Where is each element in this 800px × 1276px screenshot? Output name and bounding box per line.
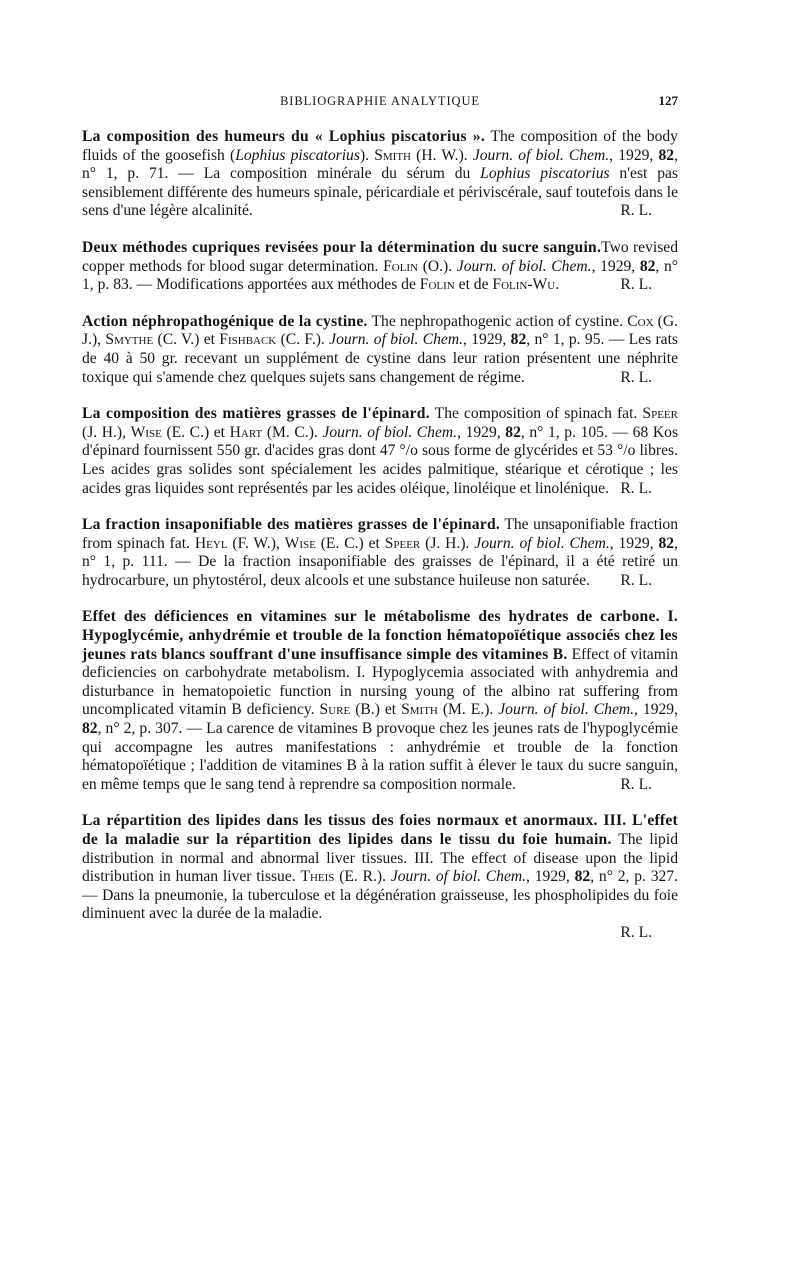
- abstract-entry: [82, 812, 678, 942]
- entry-text: (J. H.),: [82, 423, 131, 441]
- author-name: Heyl: [194, 534, 228, 552]
- author-name: Wise: [284, 534, 316, 552]
- entry-text: , n° 1, p. 83. — Modifications apportées aux méthodes de: [82, 257, 678, 294]
- entry-text: (C. F.).: [276, 331, 330, 349]
- abstract-entry: [82, 313, 678, 387]
- entry-text: (E. C.) et: [161, 423, 230, 441]
- entry-text: , n° 2, p. 307. — La carence de vitamines B provoque chez les jeunes rats de l'hypoglycémie qui accompagne les autres manifestations : anhydrémie et trouble de la fonction hématopoïétique ; l'addition de vitamines B à la ration suffit à élever le taux du sucre sanguin, en même temps que le sang tend à reprendre sa composition normale.: [82, 720, 678, 793]
- volume-number: 82: [505, 423, 521, 441]
- entry-text: (J. H.).: [420, 534, 475, 552]
- entry-text: (B.) et: [350, 701, 402, 719]
- reviewer-initials: R. L.: [620, 276, 652, 294]
- reviewer-initials: R. L.: [620, 571, 652, 589]
- species-name: Lophius piscatorius: [480, 165, 610, 183]
- journal-name: Journ. of biol. Chem.: [390, 868, 527, 886]
- journal-name: Journ. of biol. Chem.: [498, 701, 635, 719]
- entry-text: , n° 1, p. 71. — La composition minérale du sérum du: [82, 146, 678, 183]
- entry-title: Action néphropathogénique de la cystine.: [82, 312, 368, 330]
- volume-number: 82: [574, 868, 591, 886]
- journal-name: Journ. of biol. Chem.: [322, 423, 458, 441]
- entry-text: , n° 1, p. 105. — 68 Kos d'épinard fournissent 550 gr. d'acides gras dont 47 °/o sous forme de glycérides et 53 °/o libres. Les acides gras solides sont spécialement les acides palmitique, stéarique et cérotique ; les acides gras liquides sont représentés par les acides oléique, linoléique et linolénique.: [82, 423, 679, 497]
- entry-text: , 1929,: [609, 534, 659, 552]
- entry-text: (C. V.) et: [153, 331, 220, 349]
- entry-text: (H. W.).: [410, 146, 473, 164]
- journal-name: Journ. of biol. Chem.: [472, 146, 610, 164]
- running-title: BIBLIOGRAPHIE ANALYTIQUE: [280, 94, 480, 108]
- entry-text: (G. J.),: [82, 312, 678, 349]
- author-name: Speer: [384, 534, 421, 552]
- entry-text: , 1929,: [463, 331, 511, 349]
- author-name: Fishback: [219, 331, 277, 349]
- volume-number: 82: [658, 534, 675, 552]
- author-name: Folin: [419, 276, 455, 294]
- author-name: Hart: [229, 423, 263, 441]
- document-page: [82, 92, 678, 961]
- volume-number: 82: [658, 146, 675, 164]
- abstract-entry: [82, 128, 678, 221]
- reviewer-initials: R. L.: [620, 368, 652, 386]
- reviewer-initials: R. L.: [620, 923, 652, 941]
- entry-text: (M. C.).: [262, 423, 323, 441]
- entry-text: n'est pas sensiblement différente des humeurs spinale, péricardiale et périviscérale, sauf toutefois dans le sens d'une légère alcalinité.: [82, 165, 678, 220]
- author-name: Folin: [383, 257, 419, 275]
- entry-title: La composition des matières grasses de l'épinard.: [82, 405, 430, 423]
- running-head: [82, 92, 678, 112]
- author-name: Sure: [319, 701, 351, 719]
- species-name: Lophius piscatorius: [235, 146, 360, 164]
- entry-text: The composition of the body fluids of the goosefish (: [82, 128, 678, 164]
- entry-text: , 1929,: [457, 423, 506, 441]
- entry-text: The nephropathogenic action of cystine.: [367, 312, 628, 330]
- reviewer-initials: R. L.: [620, 202, 652, 220]
- volume-number: 82: [510, 331, 527, 349]
- entry-title: La répartition des lipides dans les tissus des foies normaux et anormaux. III. L'effet de la maladie sur la répartition des lipides dans le tissu du foie humain.: [82, 812, 678, 848]
- entry-text: , n° 1, p. 111. — De la fraction insaponifiable des graisses de l'épinard, il a été retiré un hydrocarbure, un phytostérol, deux alcools et une substance huileuse non saturée.: [82, 534, 678, 589]
- volume-number: 82: [639, 257, 656, 275]
- entry-text: , n° 1, p. 95. — Les rats de 40 à 50 gr. recevant un supplément de cystine dans leur ration présentent une néphrite toxique qui s'amende chez quelques sujets sans changement de régime.: [82, 331, 679, 386]
- abstract-entry: [82, 608, 678, 794]
- entry-text: , 1929,: [526, 868, 575, 886]
- entry-text: (E. R.).: [334, 868, 391, 886]
- reviewer-initials: R. L.: [620, 479, 652, 497]
- entry-text: The lipid distribution in normal and abnormal liver tissues. III. The effect of disease upon the lipid distribution in human liver tissue.: [82, 831, 678, 886]
- author-name: Theis: [300, 868, 335, 886]
- entry-text: The unsaponifiable fraction from spinach fat.: [82, 516, 678, 552]
- entry-text: (M. E.).: [437, 701, 499, 719]
- author-name: Cox: [627, 312, 654, 330]
- entry-text: , 1929,: [591, 257, 640, 275]
- entry-text: Two revised copper methods for blood sugar determination.: [82, 238, 678, 275]
- author-name: Wise: [130, 423, 162, 441]
- journal-name: Journ. of biol. Chem.: [474, 534, 610, 552]
- reviewer-initials: R. L.: [620, 775, 652, 793]
- abstract-entry: [82, 516, 678, 590]
- entry-text: (O.).: [418, 257, 457, 275]
- entry-text: .: [555, 276, 560, 294]
- volume-number: 82: [82, 720, 98, 738]
- entry-text: ).: [359, 146, 375, 164]
- entry-text: Effect of vitamin deficiencies on carbohydrate metabolism. I. Hypoglycemia associated with anhydremia and disturbance in hematopoietic function in nursing young of the albino rat suffering from uncomplicated vitamin B deficiency.: [82, 645, 678, 719]
- author-name: Smith: [374, 146, 411, 164]
- page-number: 127: [658, 93, 678, 108]
- entry-text: , 1929,: [609, 146, 659, 164]
- author-name: Speer: [642, 405, 678, 423]
- entry-text: , 1929,: [634, 701, 678, 719]
- entry-text: The composition of spinach fat.: [429, 405, 643, 423]
- entry-text: (F. W.),: [227, 534, 285, 552]
- author-name: Folin-Wu: [492, 276, 556, 294]
- entry-text: (E. C.) et: [315, 534, 385, 552]
- author-name: Smith: [401, 701, 438, 719]
- abstract-entry: [82, 239, 678, 295]
- abstract-entry: [82, 405, 678, 498]
- entry-title: Effet des déficiences en vitamines sur le métabolisme des hydrates de carbone. I. Hypoglycémie, anhydrémie et trouble de la fonction hématopoïétique associés chez les jeunes rats blancs souffrant d'une insuffisance simple des vitamines B.: [82, 608, 678, 663]
- entry-title: La fraction insaponifiable des matières grasses de l'épinard.: [82, 516, 501, 534]
- journal-name: Journ. of biol. Chem.: [329, 331, 464, 349]
- entry-title: La composition des humeurs du « Lophius piscatorius ».: [82, 128, 485, 145]
- entry-text: et de: [454, 276, 493, 294]
- author-name: Smythe: [105, 331, 154, 349]
- entry-text: , n° 2, p. 327. — Dans la pneumonie, la tuberculose et la dégénération graisseuse, les phospholipides du foie diminuent avec la durée de la maladie.: [82, 868, 679, 923]
- journal-name: Journ. of biol. Chem.: [456, 257, 592, 275]
- entry-title: Deux méthodes cupriques revisées pour la détermination du sucre sanguin.: [82, 238, 602, 256]
